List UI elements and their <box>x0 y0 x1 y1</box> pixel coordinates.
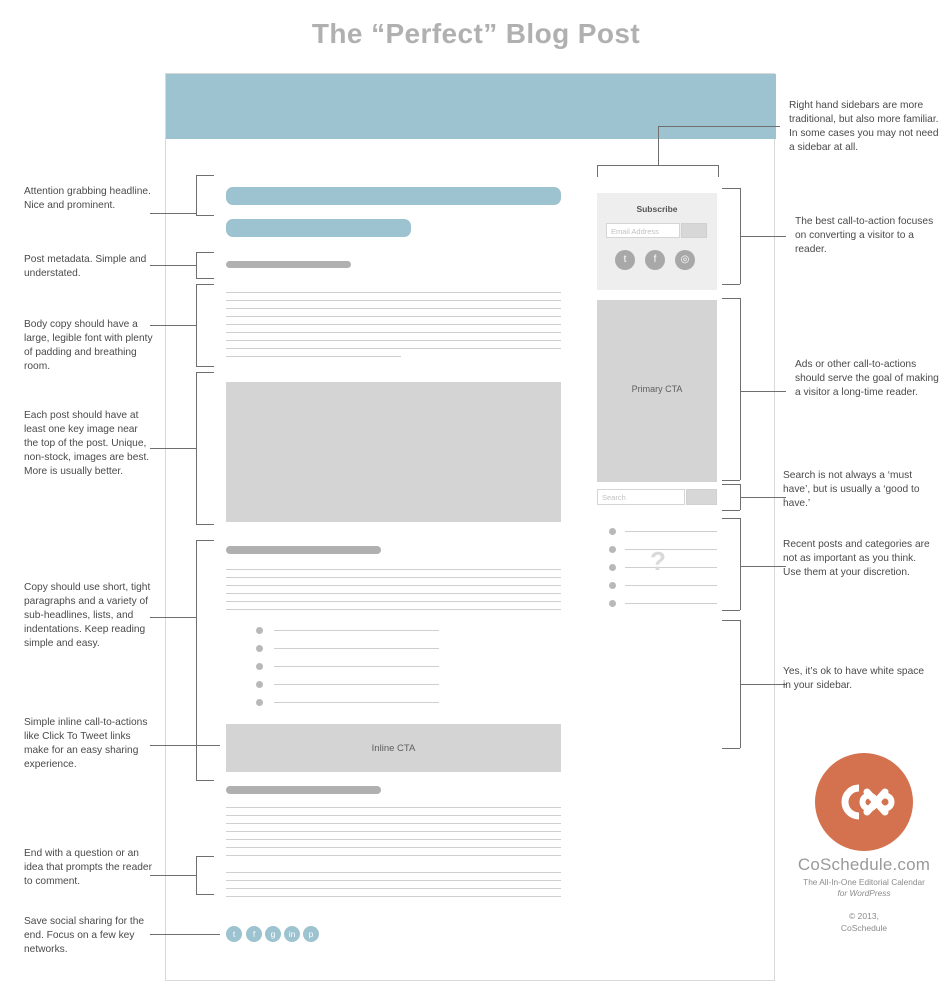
body-line <box>226 872 561 873</box>
connector <box>722 480 740 481</box>
facebook-icon[interactable]: f <box>645 250 665 270</box>
body-line <box>226 839 561 840</box>
body-line <box>226 888 561 889</box>
key-image-block <box>226 382 561 522</box>
list-line <box>274 702 439 703</box>
coschedule-logo-icon <box>815 753 913 851</box>
body-line <box>226 855 561 856</box>
annotation-call-to-action: The best call-to-action focuses on converting a visitor to a reader. <box>795 216 934 255</box>
list-line <box>274 684 439 685</box>
brand-name: CoSchedule.com <box>797 855 931 874</box>
recent-post-bullet <box>609 564 616 571</box>
connector <box>718 165 719 177</box>
list-line <box>274 648 439 649</box>
connector <box>196 856 214 857</box>
recent-post-bullet <box>609 600 616 607</box>
connector <box>722 748 740 749</box>
connector <box>196 894 214 895</box>
body-line <box>226 585 561 586</box>
pinterest-icon[interactable]: p <box>303 926 319 942</box>
annotation-ads: Ads or other call-to-actions should serve the goal of making a visitor a long-time reader. <box>795 359 939 398</box>
connector <box>722 484 740 485</box>
body-line <box>226 823 561 824</box>
connector <box>150 617 196 618</box>
connector <box>196 252 197 278</box>
googleplus-icon[interactable]: g <box>265 926 281 942</box>
connector <box>722 620 740 621</box>
list-bullet <box>256 627 263 634</box>
connector <box>740 684 786 685</box>
connector <box>196 278 214 279</box>
annotation-inline-cta: Simple inline call-to-actions like Click To Tweet links make for an easy sharing experience. <box>24 717 148 770</box>
connector <box>150 875 196 876</box>
recent-post-line <box>625 603 717 604</box>
annotation-key-image: Each post should have at least one key image near the top of the post. Unique, non-stock, images are best. More is usually better. <box>24 410 150 477</box>
connector <box>196 372 197 524</box>
brand-tagline-line2: for WordPress <box>837 888 891 898</box>
connector <box>722 510 740 511</box>
connector <box>658 126 780 127</box>
list-bullet <box>256 681 263 688</box>
copyright-line1: © 2013, <box>849 911 879 921</box>
connector <box>740 391 786 392</box>
connector <box>722 188 740 189</box>
connector <box>196 540 197 780</box>
inline-cta-block[interactable] <box>226 724 561 772</box>
connector <box>196 284 214 285</box>
primary-cta-label: Primary CTA <box>631 384 683 394</box>
body-line <box>226 807 561 808</box>
subheadline-bar <box>226 546 381 554</box>
connector <box>722 518 740 519</box>
body-line <box>226 593 561 594</box>
body-line <box>226 569 561 570</box>
linkedin-icon[interactable]: in <box>284 926 300 942</box>
annotation-end-question: End with a question or an idea that prompts the reader to comment. <box>24 848 152 887</box>
connector <box>740 497 786 498</box>
connector <box>150 448 196 449</box>
page-title: The “Perfect” Blog Post <box>311 18 641 49</box>
connector <box>722 610 740 611</box>
connector <box>740 518 741 610</box>
twitter-icon[interactable]: t <box>226 926 242 942</box>
recent-post-bullet <box>609 528 616 535</box>
body-line <box>226 577 561 578</box>
headline-bar-1 <box>226 187 561 205</box>
search-input[interactable] <box>597 489 685 505</box>
body-line <box>226 348 561 349</box>
recent-post-bullet <box>609 546 616 553</box>
body-line <box>226 308 561 309</box>
annotation-search: Search is not always a ‘must have’, but is usually a ‘good to have.’ <box>783 470 920 509</box>
connector <box>658 126 659 165</box>
recent-post-line <box>625 531 717 532</box>
body-line <box>226 880 561 881</box>
annotation-metadata: Post metadata. Simple and understated. <box>24 254 147 279</box>
body-line <box>226 300 561 301</box>
annotation-recent-posts: Recent posts and categories are not as important as you think. Use them at your discretion. <box>783 539 930 578</box>
copyright <box>775 910 952 934</box>
body-line-short <box>226 356 401 357</box>
connector <box>722 284 740 285</box>
connector <box>722 298 740 299</box>
body-line <box>226 340 561 341</box>
annotation-body-copy: Body copy should have a large, legible font with plenty of padding and breathing room. <box>24 319 153 372</box>
connector <box>150 745 220 746</box>
rss-icon[interactable]: ◎ <box>675 250 695 270</box>
connector <box>196 856 197 894</box>
email-field[interactable] <box>606 223 680 238</box>
body-line <box>226 847 561 848</box>
brand-tagline-line1: The All-In-One Editorial Calendar <box>803 877 925 887</box>
connector <box>740 566 786 567</box>
email-placeholder: Email Address <box>611 227 659 236</box>
connector <box>740 236 786 237</box>
copyright-line2: CoSchedule <box>840 923 888 933</box>
list-line <box>274 666 439 667</box>
subscribe-button[interactable] <box>681 223 707 238</box>
body-line <box>226 292 561 293</box>
subheadline-bar <box>226 786 381 794</box>
recent-post-bullet <box>609 582 616 589</box>
search-button[interactable] <box>686 489 717 505</box>
list-bullet <box>256 699 263 706</box>
brand-tagline <box>775 877 952 899</box>
body-line <box>226 831 561 832</box>
inline-cta-label: Inline CTA <box>371 743 416 754</box>
body-line <box>226 316 561 317</box>
body-line <box>226 601 561 602</box>
connector <box>196 175 197 215</box>
facebook-icon[interactable]: f <box>246 926 262 942</box>
annotation-short-paragraphs: Copy should use short, tight paragraphs and a variety of sub-headlines, lists, and indentations. Keep reading simple and easy. <box>24 582 151 649</box>
connector <box>150 325 196 326</box>
connector <box>150 934 220 935</box>
subscribe-title: Subscribe <box>636 204 678 214</box>
body-line <box>226 609 561 610</box>
connector <box>597 165 719 166</box>
body-line <box>226 332 561 333</box>
connector <box>150 265 196 266</box>
annotation-social-sharing: Save social sharing for the end. Focus on a few key networks. <box>24 916 145 955</box>
connector <box>196 524 214 525</box>
body-line <box>226 896 561 897</box>
annotation-right-sidebar: Right hand sidebars are more traditional, but also more familiar. In some cases you may not need a sidebar at all. <box>789 100 939 153</box>
connector <box>196 284 197 366</box>
recent-post-line <box>625 585 717 586</box>
annotation-white-space: Yes, it’s ok to have white space in your sidebar. <box>783 666 925 691</box>
connector <box>196 252 214 253</box>
annotation-headline: Attention grabbing headline. Nice and prominent. <box>24 186 151 211</box>
twitter-icon[interactable]: t <box>615 250 635 270</box>
connector <box>196 372 214 373</box>
connector <box>196 215 214 216</box>
question-mark-icon: ? <box>650 546 666 576</box>
search-placeholder: Search <box>602 493 626 502</box>
list-bullet <box>256 645 263 652</box>
site-header-block <box>166 74 776 139</box>
list-line <box>274 630 439 631</box>
connector <box>196 540 214 541</box>
headline-bar-2 <box>226 219 411 237</box>
connector <box>740 298 741 480</box>
body-line <box>226 815 561 816</box>
post-metadata-bar <box>226 261 351 268</box>
body-line <box>226 324 561 325</box>
sidebar-search[interactable] <box>597 489 717 505</box>
list-bullet <box>256 663 263 670</box>
connector <box>597 165 598 177</box>
connector <box>150 213 196 214</box>
connector <box>196 780 214 781</box>
connector <box>196 175 214 176</box>
connector <box>196 366 214 367</box>
primary-cta-block[interactable] <box>597 300 717 482</box>
subscribe-widget <box>597 193 717 290</box>
